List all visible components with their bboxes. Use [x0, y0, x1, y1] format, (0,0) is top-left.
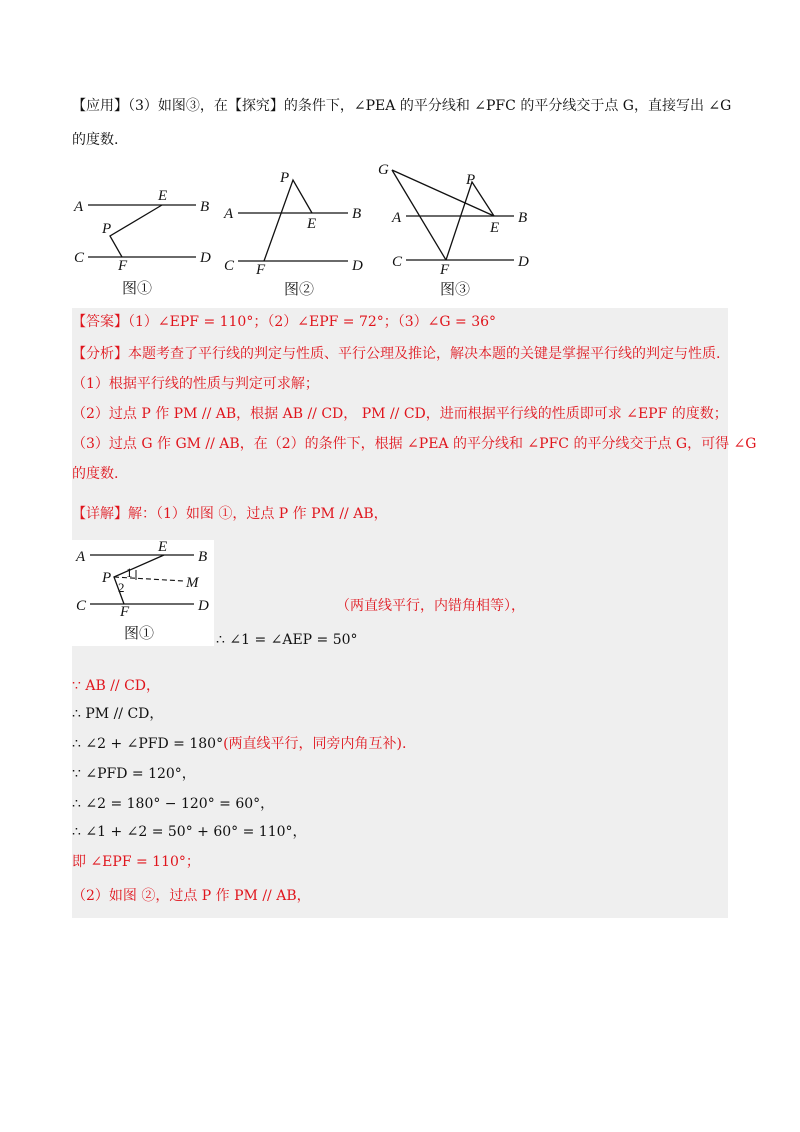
caption-fig1: 图①: [122, 281, 153, 297]
detail-step-7: 即 ∠EPF = 110°；: [72, 854, 200, 870]
label-c: C: [74, 250, 85, 266]
detail-tag: 【详解】: [72, 506, 128, 522]
detail-step-3-reason: (两直线平行，同旁内角互补).: [223, 736, 407, 752]
detail-figure: [72, 540, 214, 646]
label-a: A: [74, 199, 84, 215]
label-d: D: [200, 250, 211, 266]
detail-line-1: [72, 504, 388, 524]
analysis-line-2: （1）根据平行线的性质与判定可求解；: [72, 376, 319, 392]
label-c: C: [392, 254, 403, 270]
label-b: B: [352, 206, 362, 222]
label-b: B: [200, 199, 210, 215]
detail-step-2: ∴ PM // CD，: [72, 706, 164, 722]
label-f: F: [440, 262, 450, 278]
label-b: B: [518, 210, 528, 226]
label-p: P: [102, 570, 112, 586]
label-p: P: [102, 221, 112, 237]
answer-line: [72, 312, 496, 332]
label-a: A: [392, 210, 402, 226]
detail-step-1: [72, 676, 160, 696]
label-angle-1: 1: [126, 565, 133, 580]
figure-2: [220, 166, 370, 302]
caption-fig2: 图②: [284, 282, 315, 298]
analysis-line-4: （3）过点 G 作 GM // AB，在（2）的条件下，根据 ∠PEA 的平分线和 ∠PFC 的平分线交于点 G，可得 ∠G: [72, 436, 757, 452]
label-e: E: [158, 188, 168, 204]
answer-tag: 【答案】: [72, 314, 128, 330]
label-a: A: [76, 549, 86, 565]
answer-text: （1）∠EPF = 110°；（2）∠EPF = 72°；（3）∠G = 36°: [128, 314, 497, 330]
broken-line-epf: [110, 205, 162, 257]
analysis-tag: 【分析】: [72, 346, 128, 362]
label-f: F: [120, 604, 130, 620]
label-angle-2: 2: [118, 580, 125, 595]
detail-eq-1: ∴ ∠1 = ∠AEP = 50°: [216, 632, 358, 648]
detail-step-3-eq: ∴ ∠2 + ∠PFD = 180°: [72, 736, 224, 752]
label-e: E: [158, 540, 168, 555]
caption-detail-fig: 图①: [124, 626, 155, 642]
label-e: E: [490, 220, 500, 236]
figure-1: [70, 178, 220, 302]
broken-line-fpe: [264, 180, 312, 261]
label-m: M: [186, 575, 199, 591]
label-c: C: [224, 258, 235, 274]
detail-step-8: （2）如图 ②，过点 P 作 PM // AB，: [72, 888, 311, 904]
analysis-text-1: 本题考查了平行线的判定与性质、平行公理及推论，解决本题的关键是掌握平行线的判定与性质.: [128, 346, 721, 362]
analysis-line-5: 的度数.: [72, 466, 119, 482]
figure-3: [376, 158, 536, 302]
application-line-1: 【应用】（3）如图③，在【探究】的条件下，∠PEA 的平分线和 ∠PFC 的平分线交于点 G，直接写出 ∠G: [72, 98, 732, 114]
detail-step-3: [72, 734, 406, 754]
label-c: C: [76, 598, 87, 614]
label-a: A: [224, 206, 234, 222]
label-d: D: [352, 258, 363, 274]
analysis-line-1: [72, 344, 720, 364]
application-line-2: 的度数.: [72, 132, 119, 148]
analysis-line-3: （2）过点 P 作 PM // AB，根据 AB // CD， PM // CD，进而根据平行线的性质即可求 ∠EPF 的度数；: [72, 406, 728, 422]
broken-line-fpe: [446, 182, 494, 260]
label-f: F: [118, 258, 128, 274]
label-d: D: [198, 598, 209, 614]
caption-fig3: 图③: [440, 282, 471, 298]
label-g: G: [378, 162, 389, 178]
label-p: P: [466, 172, 476, 188]
detail-step-6: ∴ ∠1 + ∠2 = 50° + 60° = 110°，: [72, 824, 307, 840]
detail-step-4: ∵ ∠PFD = 120°，: [72, 766, 196, 782]
label-p: P: [280, 170, 290, 186]
label-f: F: [256, 262, 266, 278]
detail-step-5: ∴ ∠2 = 180° − 120° = 60°，: [72, 796, 275, 812]
label-d: D: [518, 254, 529, 270]
dashed-line-pm: [114, 577, 184, 581]
detail-text-1: 解：（1）如图 ①，过点 P 作 PM // AB，: [128, 506, 388, 522]
label-b: B: [198, 549, 208, 565]
label-e: E: [307, 216, 317, 232]
detail-step-1-text: ∵ AB // CD，: [72, 678, 161, 694]
detail-reason-1: （两直线平行，内错角相等），: [336, 598, 525, 614]
